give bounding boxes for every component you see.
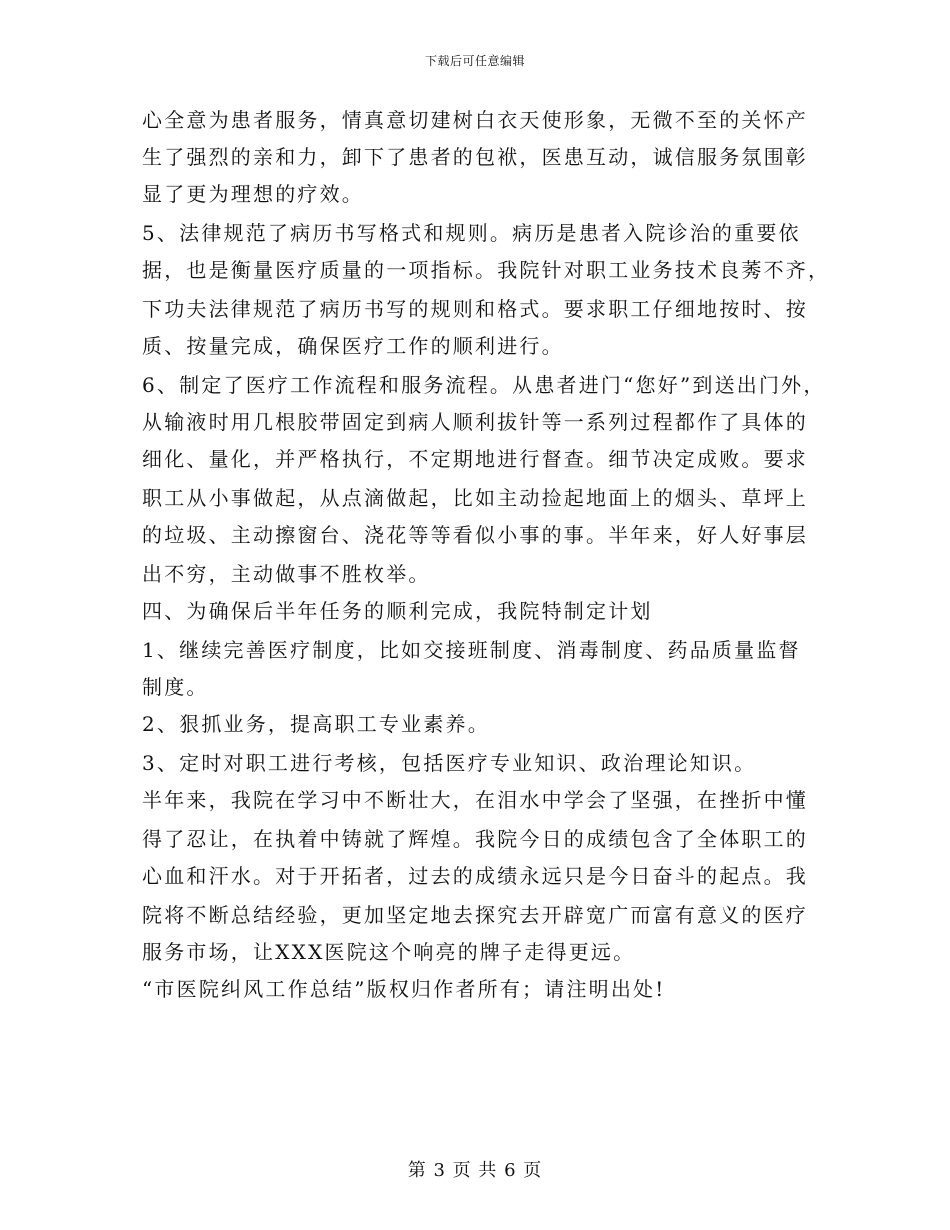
- body-line: 下功夫法律规范了病历书写的规则和格式。要求职工仔细地按时、按: [142, 297, 808, 321]
- body-line: 职工从小事做起，从点滴做起，比如主动捡起地面上的烟头、草坪上: [142, 486, 808, 510]
- body-line: 半年来，我院在学习中不断壮大，在泪水中学会了坚强，在挫折中懂: [142, 788, 808, 812]
- body-line: 出不穷，主动做事不胜枚举。: [142, 562, 431, 586]
- body-line: 生了强烈的亲和力，卸下了患者的包袱，医患互动，诚信服务氛围彰: [142, 145, 808, 169]
- body-line: 从输液时用几根胶带固定到病人顺利拔针等一系列过程都作了具体的: [142, 410, 808, 434]
- body-line: 心血和汗水。对于开拓者，过去的成绩永远只是今日奋斗的起点。我: [142, 864, 808, 888]
- page-number: 第 3 页 共 6 页: [407, 1160, 543, 1181]
- body-line: 5、法律规范了病历书写格式和规则。病历是患者入院诊治的重要依: [142, 221, 801, 245]
- body-line: 的垃圾、主动擦窗台、浇花等等看似小事的事。半年来，好人好事层: [142, 523, 808, 547]
- body-line: 院将不断总结经验，更加坚定地去探究去开辟宽广而富有意义的医疗: [142, 903, 808, 927]
- body-line: “市医院纠风工作总结”版权归作者所有；请注明出处!: [142, 977, 666, 1001]
- body-line: 细化、量化，并严格执行，不定期地进行督查。细节决定成败。要求: [142, 447, 808, 471]
- body-line: 1、继续完善医疗制度，比如交接班制度、消毒制度、药品质量监督: [142, 638, 801, 662]
- body-line: 制度。: [142, 675, 209, 699]
- body-line: 据，也是衡量医疗质量的一项指标。我院针对职工业务技术良莠不齐，: [142, 258, 831, 282]
- body-line: 四、为确保后半年任务的顺利完成，我院特制定计划: [142, 599, 653, 623]
- body-line: 质、按量完成，确保医疗工作的顺利进行。: [142, 334, 564, 358]
- body-line: 2、狠抓业务，提高职工专业素养。: [142, 712, 490, 736]
- body-line: 3、定时对职工进行考核，包括医疗专业知识、政治理论知识。: [142, 751, 757, 775]
- body-line: 6、制定了医疗工作流程和服务流程。从患者进门“您好”到送出门外，: [142, 373, 826, 397]
- body-line: 心全意为患者服务，情真意切建树白衣天使形象，无微不至的关怀产: [142, 108, 808, 132]
- body-line: 服务市场，让XXX医院这个响亮的牌子走得更远。: [142, 940, 636, 964]
- page-header: 下载后可任意编辑: [424, 54, 525, 68]
- body-line: 显了更为理想的疗效。: [142, 182, 364, 206]
- body-line: 得了忍让，在执着中铸就了辉煌。我院今日的成绩包含了全体职工的: [142, 827, 808, 851]
